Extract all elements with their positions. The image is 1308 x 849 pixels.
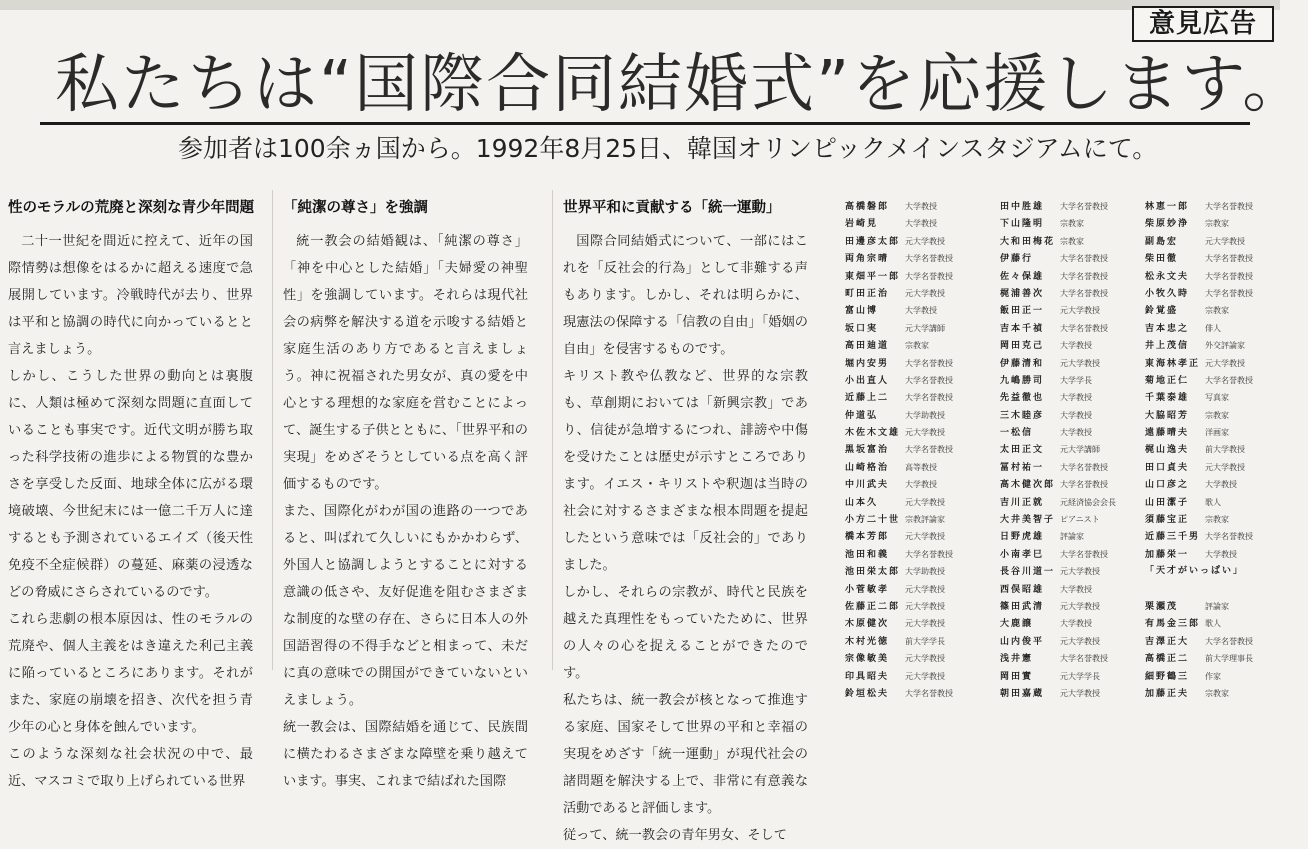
supporter-name: 九嶋勝司 [1000, 375, 1045, 386]
supporter-title: 元経済協会会長 [1060, 497, 1116, 507]
supporter-row [845, 268, 985, 285]
supporter-name: 山田潔子 [1145, 497, 1190, 508]
supporter-row [845, 233, 985, 250]
supporter-row [1145, 546, 1285, 563]
supporter-title: 作家 [1205, 671, 1221, 681]
supporter-name: 木村光徳 [845, 636, 890, 647]
supporter-title: 宗教家 [1060, 219, 1084, 229]
supporter-title: 元大学教授 [1060, 688, 1100, 698]
supporter-title: 大学名誉教授 [1060, 271, 1108, 281]
supporter-row [1000, 268, 1140, 285]
supporter-row [1000, 581, 1140, 598]
supporter-row [845, 650, 985, 667]
supporter-title: 大学名誉教授 [1060, 654, 1108, 664]
supporter-name: 大井美智子 [1000, 515, 1056, 526]
supporter-name: 栗瀬茂 [1145, 601, 1179, 612]
supporter-name: 高木健次郎 [1000, 480, 1056, 491]
supporter-row [1000, 476, 1140, 493]
supporter-row [1145, 372, 1285, 389]
supporter-name: 東海林孝正 [1145, 358, 1201, 369]
supporter-title: 元大学教授 [905, 236, 945, 246]
supporter-name: 副島宏 [1145, 236, 1179, 247]
supporter-title: 元大学教授 [1060, 358, 1100, 368]
supporter-name: 黒坂富治 [845, 445, 890, 456]
supporter-title: 大学教授 [905, 306, 937, 316]
article-column-3 [563, 198, 808, 849]
supporter-title: 大学名誉教授 [905, 393, 953, 403]
supporter-name: 両角宗晴 [845, 254, 890, 265]
supporter-row [1145, 581, 1285, 598]
supporter-name: 小方二十世 [845, 515, 901, 526]
article-column-2 [283, 198, 528, 795]
supporter-row [1145, 441, 1285, 458]
supporter-name: 須藤宝正 [1145, 515, 1190, 526]
supporter-title: 元大学教授 [905, 532, 945, 542]
supporter-title: 大学名誉教授 [905, 254, 953, 264]
supporter-title: 大学名誉教授 [1060, 288, 1108, 298]
supporter-title: 宗教家 [1205, 306, 1229, 316]
supporter-title: 宗教家 [905, 341, 929, 351]
supporter-title: 大学名誉教授 [1205, 271, 1253, 281]
supporter-title: 元大学教授 [1205, 462, 1245, 472]
supporter-title: 大学名誉教授 [905, 358, 953, 368]
supporter-name: 東畑平一郎 [845, 271, 901, 282]
supporter-title: 大学名誉教授 [905, 688, 953, 698]
supporter-title: 歌人 [1205, 619, 1221, 629]
supporter-title: 大学教授 [1060, 410, 1092, 420]
supporter-title: 元大学教授 [905, 601, 945, 611]
supporter-name: 浅井憲 [1000, 654, 1034, 665]
supporter-title: 大学教授 [1205, 480, 1237, 490]
supporter-row [845, 581, 985, 598]
supporter-title: 元大学教授 [905, 671, 945, 681]
supporter-name: 伊藤行 [1000, 254, 1034, 265]
supporter-row [1145, 355, 1285, 372]
supporter-name: 林恵一郎 [1145, 202, 1190, 212]
supporter-row [845, 407, 985, 424]
supporter-title: 大学名誉教授 [1205, 254, 1253, 264]
supporter-name: 岩崎見 [845, 219, 879, 230]
column-body: 二十一世紀を間近に控えて、近年の国際情勢は想像をはるかに超える速度で急展開しています。冷戦時代が去り、世界は平和と協調の時代に向かっているとと言えましょう。 しかし、こうした世界の動向とは裏腹に、人類は極めて深刻な問題に直面していることも事実です。近代文明が勝ち取った科学技術の進歩による物質的な豊かさを享受した反面、地球全体に広がる環境破壊、今世紀末には一億二千万人に達するとも予測されているエイズ（後天性免疫不全症候群）の蔓延、麻薬の浸透などの脅威にさらされているのです。 これら悲劇の根本原因は、性のモラルの荒廃や、個人主義をはき違えた利己主義に陥っているところにあります。それがまた、家庭の崩壊を招き、次代を担う青少年の心と身体を蝕んでいます。 このような深刻な社会状況の中で、最近、マスコミで取り上げられている世界 [8, 234, 253, 789]
headline: 私たちは“国際合同結婚式”を応援します。 [55, 48, 1308, 122]
supporter-name: 堀内安男 [845, 358, 890, 369]
supporter-title: 元大学教授 [905, 428, 945, 438]
supporter-name: 仲道弘 [845, 410, 879, 421]
supporter-name: 山口彦之 [1145, 480, 1190, 491]
supporter-row [1145, 389, 1285, 406]
supporter-name: 先益徹也 [1000, 393, 1045, 404]
supporter-title: 大学教授 [1060, 584, 1092, 594]
supporter-title: 大学名誉教授 [1205, 532, 1253, 542]
supporter-name: 梶浦善次 [1000, 288, 1045, 299]
supporter-row [845, 598, 985, 615]
supporter-name: 山本久 [845, 497, 879, 508]
supporter-row [1000, 563, 1140, 580]
supporter-name: 加藤正夫 [1145, 688, 1190, 699]
supporter-row [845, 494, 985, 511]
supporter-column [1000, 198, 1140, 702]
supporter-row [1000, 615, 1140, 632]
supporter-row [845, 285, 985, 302]
supporter-row [845, 302, 985, 319]
supporter-row [1000, 302, 1140, 319]
supporter-row [1145, 215, 1285, 232]
supporter-name: 有馬金三郎 [1145, 619, 1201, 630]
supporter-row [1000, 372, 1140, 389]
supporter-title: 元大学教授 [905, 288, 945, 298]
supporter-name: 西俣昭雄 [1000, 584, 1045, 595]
supporter-name: 篠田武清 [1000, 601, 1045, 612]
supporter-name: 一松信 [1000, 428, 1034, 439]
supporter-title: 写真家 [1205, 393, 1229, 403]
headline-rule [40, 122, 1250, 125]
supporter-row [845, 215, 985, 232]
supporter-title: 大学助教授 [905, 410, 945, 420]
supporter-row [1000, 598, 1140, 615]
supporter-title: 評論家 [1205, 601, 1229, 611]
supporter-row [845, 424, 985, 441]
supporter-name: 高田廸道 [845, 341, 890, 352]
supporter-row [845, 633, 985, 650]
supporter-row [845, 198, 985, 215]
supporter-title: 評論家 [1060, 532, 1084, 542]
supporter-row [1000, 685, 1140, 702]
supporter-name: 長谷川道一 [1000, 567, 1056, 578]
supporter-title: 宗教家 [1205, 688, 1229, 698]
supporter-title: 元大学学長 [1060, 671, 1100, 681]
supporter-title: 俳人 [1205, 323, 1221, 333]
supporter-title: 大学学長 [1060, 375, 1092, 385]
supporter-row [1000, 250, 1140, 267]
supporter-row [1000, 511, 1140, 528]
supporter-title: 大学名誉教授 [1205, 288, 1253, 298]
supporter-title: 大学名誉教授 [1060, 480, 1108, 490]
supporter-name: 山崎格治 [845, 462, 890, 473]
supporter-row [1145, 528, 1285, 545]
supporter-name: 近藤三千男 [1145, 532, 1201, 543]
opinion-ad-badge: 意見広告 [1132, 6, 1274, 42]
supporter-row [1145, 285, 1285, 302]
supporter-title: 洋画家 [1205, 428, 1229, 438]
supporter-name: 高橋磐郎 [845, 202, 890, 212]
supporter-row [845, 546, 985, 563]
supporter-row [1145, 685, 1285, 702]
supporter-name: 木佐木文雄 [845, 428, 901, 439]
supporter-name: 鈴垣松夫 [845, 688, 890, 699]
supporter-name: 田邊彦太郎 [845, 236, 901, 247]
supporter-row [1145, 302, 1285, 319]
supporter-title: 元大学教授 [905, 654, 945, 664]
supporter-title: 宗教家 [1205, 410, 1229, 420]
supporter-row [1000, 424, 1140, 441]
supporter-row [845, 337, 985, 354]
supporter-list [845, 198, 1280, 699]
supporter-title: 大学名誉教授 [1060, 254, 1108, 264]
supporter-row [1000, 546, 1140, 563]
supporter-name: 大和田梅花 [1000, 236, 1056, 247]
supporter-row [845, 668, 985, 685]
supporter-row [1145, 598, 1285, 615]
supporter-row [845, 685, 985, 702]
supporter-name: 吉川正就 [1000, 497, 1045, 508]
supporter-row [845, 459, 985, 476]
supporter-row [845, 476, 985, 493]
supporter-name: 橋本芳郎 [845, 532, 890, 543]
supporter-name: 池田和義 [845, 549, 890, 560]
supporter-row [1145, 459, 1285, 476]
supporter-row [1000, 320, 1140, 337]
supporter-row [845, 355, 985, 372]
supporter-row [1145, 511, 1285, 528]
supporter-row [845, 320, 985, 337]
supporter-row [1145, 268, 1285, 285]
supporter-row [1145, 668, 1285, 685]
supporter-row [1145, 250, 1285, 267]
supporter-row [1000, 337, 1140, 354]
column-divider [272, 190, 273, 670]
supporter-name: 小南孝巳 [1000, 549, 1045, 560]
supporter-title: 大学教授 [1060, 393, 1092, 403]
supporter-name: 「天才がいっぱい」 [1145, 566, 1245, 577]
supporter-name: 大脇昭芳 [1145, 410, 1190, 421]
supporter-name: 佐藤正二郎 [845, 601, 901, 612]
supporter-name: 小菅敏孝 [845, 584, 890, 595]
supporter-name: 岡田實 [1000, 671, 1034, 682]
supporter-name: 印具昭夫 [845, 671, 890, 682]
column-heading: 性のモラルの荒廃と深刻な青少年問題 [8, 200, 255, 216]
supporter-name: 伊藤清和 [1000, 358, 1045, 369]
supporter-row [845, 511, 985, 528]
supporter-title: 大学教授 [1205, 549, 1237, 559]
supporter-name: 柴原妙浄 [1145, 219, 1190, 230]
supporter-name: 松永文夫 [1145, 271, 1190, 282]
supporter-title: 大学名誉教授 [905, 375, 953, 385]
supporter-title: 宗教家 [1060, 236, 1084, 246]
supporter-row [1145, 424, 1285, 441]
supporter-title: 大学教授 [905, 219, 937, 229]
supporter-row [1000, 407, 1140, 424]
supporter-row [1000, 441, 1140, 458]
supporter-name: 三木睦彦 [1000, 410, 1045, 421]
supporter-row [1145, 198, 1285, 215]
supporter-row [845, 615, 985, 632]
supporter-name: 池田栄太郎 [845, 567, 901, 578]
supporter-name: 田中胜雄 [1000, 202, 1045, 212]
supporter-name: 吉本千禎 [1000, 323, 1045, 334]
supporter-title: ピアニスト [1060, 515, 1100, 525]
supporter-row [1000, 650, 1140, 667]
supporter-row [845, 372, 985, 389]
supporter-title: 元大学教授 [1060, 567, 1100, 577]
supporter-name: 細野鶴三 [1145, 671, 1190, 682]
supporter-title: 大学教授 [1060, 619, 1092, 629]
supporter-name: 冨村祐一 [1000, 462, 1045, 473]
supporter-name: 下山隆明 [1000, 219, 1045, 230]
supporter-title: 歌人 [1205, 497, 1221, 507]
supporter-title: 元大学教授 [1060, 636, 1100, 646]
supporter-title: 大学名誉教授 [1060, 323, 1108, 333]
supporter-name: 近藤上二 [845, 393, 890, 404]
column-heading: 「純潔の尊さ」を強調 [283, 200, 428, 216]
supporter-title: 外交評論家 [1205, 341, 1245, 351]
supporter-title: 大学名誉教授 [1060, 549, 1108, 559]
supporter-name: 佐々保雄 [1000, 271, 1045, 282]
supporter-row [1145, 563, 1285, 580]
supporter-row [1145, 320, 1285, 337]
column-body: 国際合同結婚式について、一部にはこれを「反社会的行為」として非難する声もあります。しかし、それは明らかに、現憲法の保障する「信教の自由」「婚姻の自由」を侵害するものです。 キリスト教や仏教など、世界的な宗教も、草創期においては「新興宗教」であり、信徒が急増するにつれ、誹謗や中傷を受けたことは歴史が示すところであります。イエス・キリストや釈迦は当時の社会に対するさまざまな根本問題を提起したという意味では「反社会的」でありました。 しかし、それらの宗教が、時代と民族を越えた真理性をもっていたために、世界の人々の心を捉えることができたのです。 私たちは、統一教会が核となって推進する家庭、国家そして世界の平和と幸福の実現をめざす「統一運動」が現代社会の諸問題を解決する上で、非常に有意義な活動であると評価します。 従って、統一教会の青年男女、そして [563, 234, 808, 843]
supporter-title: 大学教授 [905, 202, 937, 211]
supporter-name: 柴田徹 [1145, 254, 1179, 265]
supporter-name: 遠藤晴夫 [1145, 428, 1190, 439]
supporter-title: 大学教授 [1060, 341, 1092, 351]
supporter-name: 岡田克己 [1000, 341, 1045, 352]
supporter-name: 中川武夫 [845, 480, 890, 491]
supporter-title: 宗教家 [1205, 515, 1229, 525]
supporter-name: 宗像敏美 [845, 654, 890, 665]
supporter-name: 吉本忠之 [1145, 323, 1190, 334]
supporter-row [845, 563, 985, 580]
supporter-title: 大学名誉教授 [905, 445, 953, 455]
supporter-title: 大学教授 [1060, 428, 1092, 438]
supporter-name: 加藤栄一 [1145, 549, 1190, 560]
supporter-title: 元大学教授 [1060, 306, 1100, 316]
supporter-row [1145, 494, 1285, 511]
supporter-title: 前大学学長 [905, 636, 945, 646]
supporter-row [845, 528, 985, 545]
supporter-name: 田口貞夫 [1145, 462, 1190, 473]
supporter-row [1145, 407, 1285, 424]
supporter-title: 元大学教授 [905, 619, 945, 629]
supporter-name: 朝田嘉蔵 [1000, 688, 1045, 699]
column-heading: 世界平和に貢献する「統一運動」 [563, 200, 781, 216]
supporter-row [1000, 494, 1140, 511]
supporter-title: 大学名誉教授 [905, 549, 953, 559]
supporter-title: 元大学教授 [905, 584, 945, 594]
supporter-title: 大学名誉教授 [1205, 636, 1253, 646]
supporter-row [1000, 528, 1140, 545]
supporter-title: 前大学理事長 [1205, 654, 1253, 664]
supporter-title: 元大学教授 [905, 497, 945, 507]
supporter-row [845, 441, 985, 458]
supporter-name: 吉澤正大 [1145, 636, 1190, 647]
supporter-name: 山内俊平 [1000, 636, 1045, 647]
supporter-column [845, 198, 985, 702]
supporter-name: 太田正文 [1000, 445, 1045, 456]
supporter-title: 前大学教授 [1205, 445, 1245, 455]
supporter-row [1145, 615, 1285, 632]
supporter-row [1145, 337, 1285, 354]
supporter-title: 元大学教授 [1060, 601, 1100, 611]
supporter-title: 高等教授 [905, 462, 937, 472]
supporter-row [1000, 233, 1140, 250]
supporter-title: 大学助教授 [905, 567, 945, 577]
supporter-title: 宗教評論家 [905, 515, 945, 525]
supporter-row [1145, 633, 1285, 650]
supporter-name: 富山博 [845, 306, 879, 317]
supporter-title: 元大学講師 [905, 323, 945, 333]
supporter-row [1000, 668, 1140, 685]
supporter-title: 大学名誉教授 [1205, 202, 1253, 211]
supporter-title: 大学名誉教授 [1205, 375, 1253, 385]
supporter-title: 大学教授 [905, 480, 937, 490]
supporter-name: 高橋正二 [1145, 654, 1190, 665]
supporter-title: 宗教家 [1205, 219, 1229, 229]
supporter-name: 飯田正一 [1000, 306, 1045, 317]
supporter-row [1145, 233, 1285, 250]
supporter-row [1000, 198, 1140, 215]
supporter-row [1000, 355, 1140, 372]
supporter-title: 大学名誉教授 [1060, 202, 1108, 211]
supporter-name: 菊地正仁 [1145, 375, 1190, 386]
column-divider [552, 190, 553, 670]
supporter-name: 日野虎雄 [1000, 532, 1045, 543]
supporter-row [1000, 459, 1140, 476]
supporter-row [1000, 285, 1140, 302]
supporter-name: 小出直人 [845, 375, 890, 386]
supporter-title: 大学名誉教授 [905, 271, 953, 281]
supporter-row [1145, 476, 1285, 493]
article-column-1 [8, 198, 253, 795]
supporter-row [1000, 633, 1140, 650]
supporter-title: 元大学教授 [1205, 236, 1245, 246]
supporter-row [845, 250, 985, 267]
supporter-title: 元大学教授 [1205, 358, 1245, 368]
supporter-row [1000, 215, 1140, 232]
supporter-name: 千葉泰雄 [1145, 393, 1190, 404]
supporter-column [1145, 198, 1285, 702]
supporter-title: 大学名誉教授 [1060, 462, 1108, 472]
supporter-name: 井上茂信 [1145, 341, 1190, 352]
supporter-name: 坂口実 [845, 323, 879, 334]
supporter-row [845, 389, 985, 406]
supporter-name: 町田正治 [845, 288, 890, 299]
subheadline: 参加者は100余ヵ国から。1992年8月25日、韓国オリンピックメインスタジアムにて。 [178, 134, 1158, 163]
supporter-name: 木原健次 [845, 619, 890, 630]
supporter-name: 鈴覚盛 [1145, 306, 1179, 317]
column-body: 統一教会の結婚観は、「純潔の尊さ」「神を中心とした結婚」「夫婦愛の神聖性」を強調しています。それらは現代社会の病弊を解決する道を示唆する結婚と家庭生活のあり方であると言えましょう。神に祝福された男女が、真の愛を中心とする理想的な家庭を営むことによって、誕生する子供とともに、「世界平和の実現」をめざそうとしている点を高く評価するものです。 また、国際化がわが国の進路の一つであると、叫ばれて久しいにもかかわらず、外国人と協調しようとすることに対する意識の低さや、友好促進を阻むさまざまな制度的な壁の存在、さらに日本人の外国語習得の不得手などと相まって、未だに真の意味での開国ができていないといえましょう。 統一教会は、国際結婚を通じて、民族間に横たわるさまざまな障壁を乗り越えています。事実、これまで結ばれた国際 [283, 234, 528, 789]
supporter-name: 梶山逸夫 [1145, 445, 1190, 456]
top-border [0, 0, 1280, 10]
supporter-title: 元大学講師 [1060, 445, 1100, 455]
supporter-row [1145, 650, 1285, 667]
supporter-name: 小牧久時 [1145, 288, 1190, 299]
supporter-name: 大鹿譲 [1000, 619, 1034, 630]
supporter-row [1000, 389, 1140, 406]
